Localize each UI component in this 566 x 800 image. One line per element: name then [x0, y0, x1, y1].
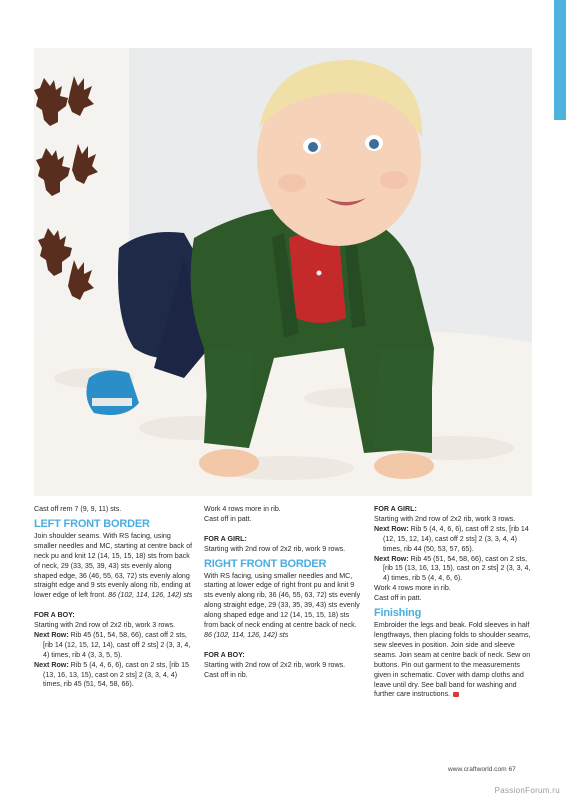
text-column-1	[34, 505, 194, 690]
for-a-girl-subheading: FOR A GIRL:	[374, 505, 417, 513]
next-row-instruction-2	[34, 661, 194, 691]
text-column-3	[374, 505, 534, 700]
next-row-text: Rib 45 (51, 54, 58, 66), cast on 2 sts, [rib 15 (13, 16, 13, 15), cast on 2 sts] 2 (3, 3, 4, 4) times, rib 5 (4, 4, 6, 6).	[383, 554, 531, 583]
next-row-text: Rib 5 (4, 4, 6, 6), cast off 2 sts, [rib 14 (12, 15, 12, 14), cast off 2 sts] 2 (3, 3, 4, 4) times, rib 44 (50, 53, 57, 65).	[383, 524, 529, 553]
girl-start-instructions: Starting with 2nd row of 2x2 rib, work 9 rows.	[204, 544, 346, 553]
cast-off-patt-line: Cast off in patt.	[204, 514, 252, 523]
for-a-girl-subheading: FOR A GIRL:	[204, 534, 247, 543]
page-edge-tab	[554, 0, 566, 120]
hero-photo	[34, 48, 532, 496]
page-number: 67	[508, 766, 516, 773]
next-row-instruction-2	[374, 555, 534, 585]
girl-start-instructions: Starting with 2nd row of 2x2 rib, work 3 rows.	[374, 514, 516, 523]
finishing-instructions	[374, 621, 534, 700]
page-footer	[448, 766, 516, 773]
next-row-label: Next Row:	[374, 554, 409, 563]
finishing-heading: Finishing	[374, 607, 422, 620]
cast-off-patt-line: Cast off in patt.	[374, 594, 422, 603]
left-front-border-text: Join shoulder seams. With RS facing, using smaller needles and MC, starting at centre back of neck pu and knit 12 (14, 15, 15, 18) sts from back of neck, 29 (33, 35, 39, 43) sts evenly along shaped edge, 36 (46, 55, 63, 72) sts evenly along straight edge and 9 sts evenly along rib, ending at lower edge of left front.	[34, 531, 193, 600]
end-mark-icon	[453, 692, 459, 697]
right-front-border-stitch-count: 86 (102, 114, 126, 142) sts	[204, 630, 289, 639]
right-front-border-heading: RIGHT FRONT BORDER	[204, 557, 327, 570]
next-row-label: Next Row:	[34, 660, 69, 669]
watermark: PassionForum.ru	[494, 786, 560, 795]
next-row-text: Rib 5 (4, 4, 6, 6), cast on 2 sts, [rib 15 (13, 16, 13, 15), cast on 2 sts] 2 (3, 3, 4, 4) times, rib 45 (51, 54, 58, 66).	[43, 660, 189, 689]
baby-photo-illustration	[34, 48, 532, 496]
next-row-text: Rib 45 (51, 54, 58, 66), cast off 2 sts, [rib 14 (12, 15, 12, 14), cast off 2 sts] 2 (3, 3, 4, 4) times, rib 4 (3, 3, 5, 5).	[43, 630, 191, 659]
finishing-text: Embroider the legs and beak. Fold sleeves in half lengthways, then placing folds to shoulder seams, sew sleeves in position. Join side and sleeve seams. Join seam at centre back of neck. Sew on buttons. Pin out garment to the measurements given in schematic. Cover with damp cloths and leave until dry. See ball band for washing and further care instructions.	[374, 621, 531, 699]
boy-start-instructions: Starting with 2nd row of 2x2 rib, work 9 rows.	[204, 660, 346, 669]
cast-off-line: Cast off rem 7 (9, 9, 11) sts.	[34, 505, 122, 513]
cast-off-rib-line: Cast off in rib.	[204, 670, 248, 679]
left-front-border-heading: LEFT FRONT BORDER	[34, 517, 150, 530]
left-front-border-instructions	[34, 532, 194, 601]
next-row-instruction-1	[374, 525, 534, 555]
left-front-border-stitch-count: 86 (102, 114, 126, 142) sts	[108, 591, 193, 600]
right-front-border-text: With RS facing, using smaller needles and MC, starting at lower edge of right front pu and knit 9 sts evenly along rib, 36 (46, 55, 63, 72) sts evenly along straight edge, 29 (33, 35, 39, 43) sts evenly along shaped edge and 12 (14, 15, 15, 18) sts from back of neck ending at centre back of neck.	[204, 571, 361, 630]
work-rows-line: Work 4 rows more in rib.	[374, 584, 451, 593]
next-row-label: Next Row:	[374, 524, 409, 533]
text-column-2	[204, 505, 364, 680]
right-front-border-instructions	[204, 572, 364, 641]
for-a-boy-subheading: FOR A BOY:	[34, 611, 75, 620]
footer-site-link[interactable]: www.craftworld.com	[448, 766, 507, 773]
next-row-instruction-1	[34, 631, 194, 661]
work-rows-line: Work 4 rows more in rib.	[204, 505, 281, 513]
for-a-boy-subheading: FOR A BOY:	[204, 650, 245, 659]
next-row-label: Next Row:	[34, 630, 69, 639]
boy-start-instructions: Starting with 2nd row of 2x2 rib, work 3 rows.	[34, 621, 176, 630]
